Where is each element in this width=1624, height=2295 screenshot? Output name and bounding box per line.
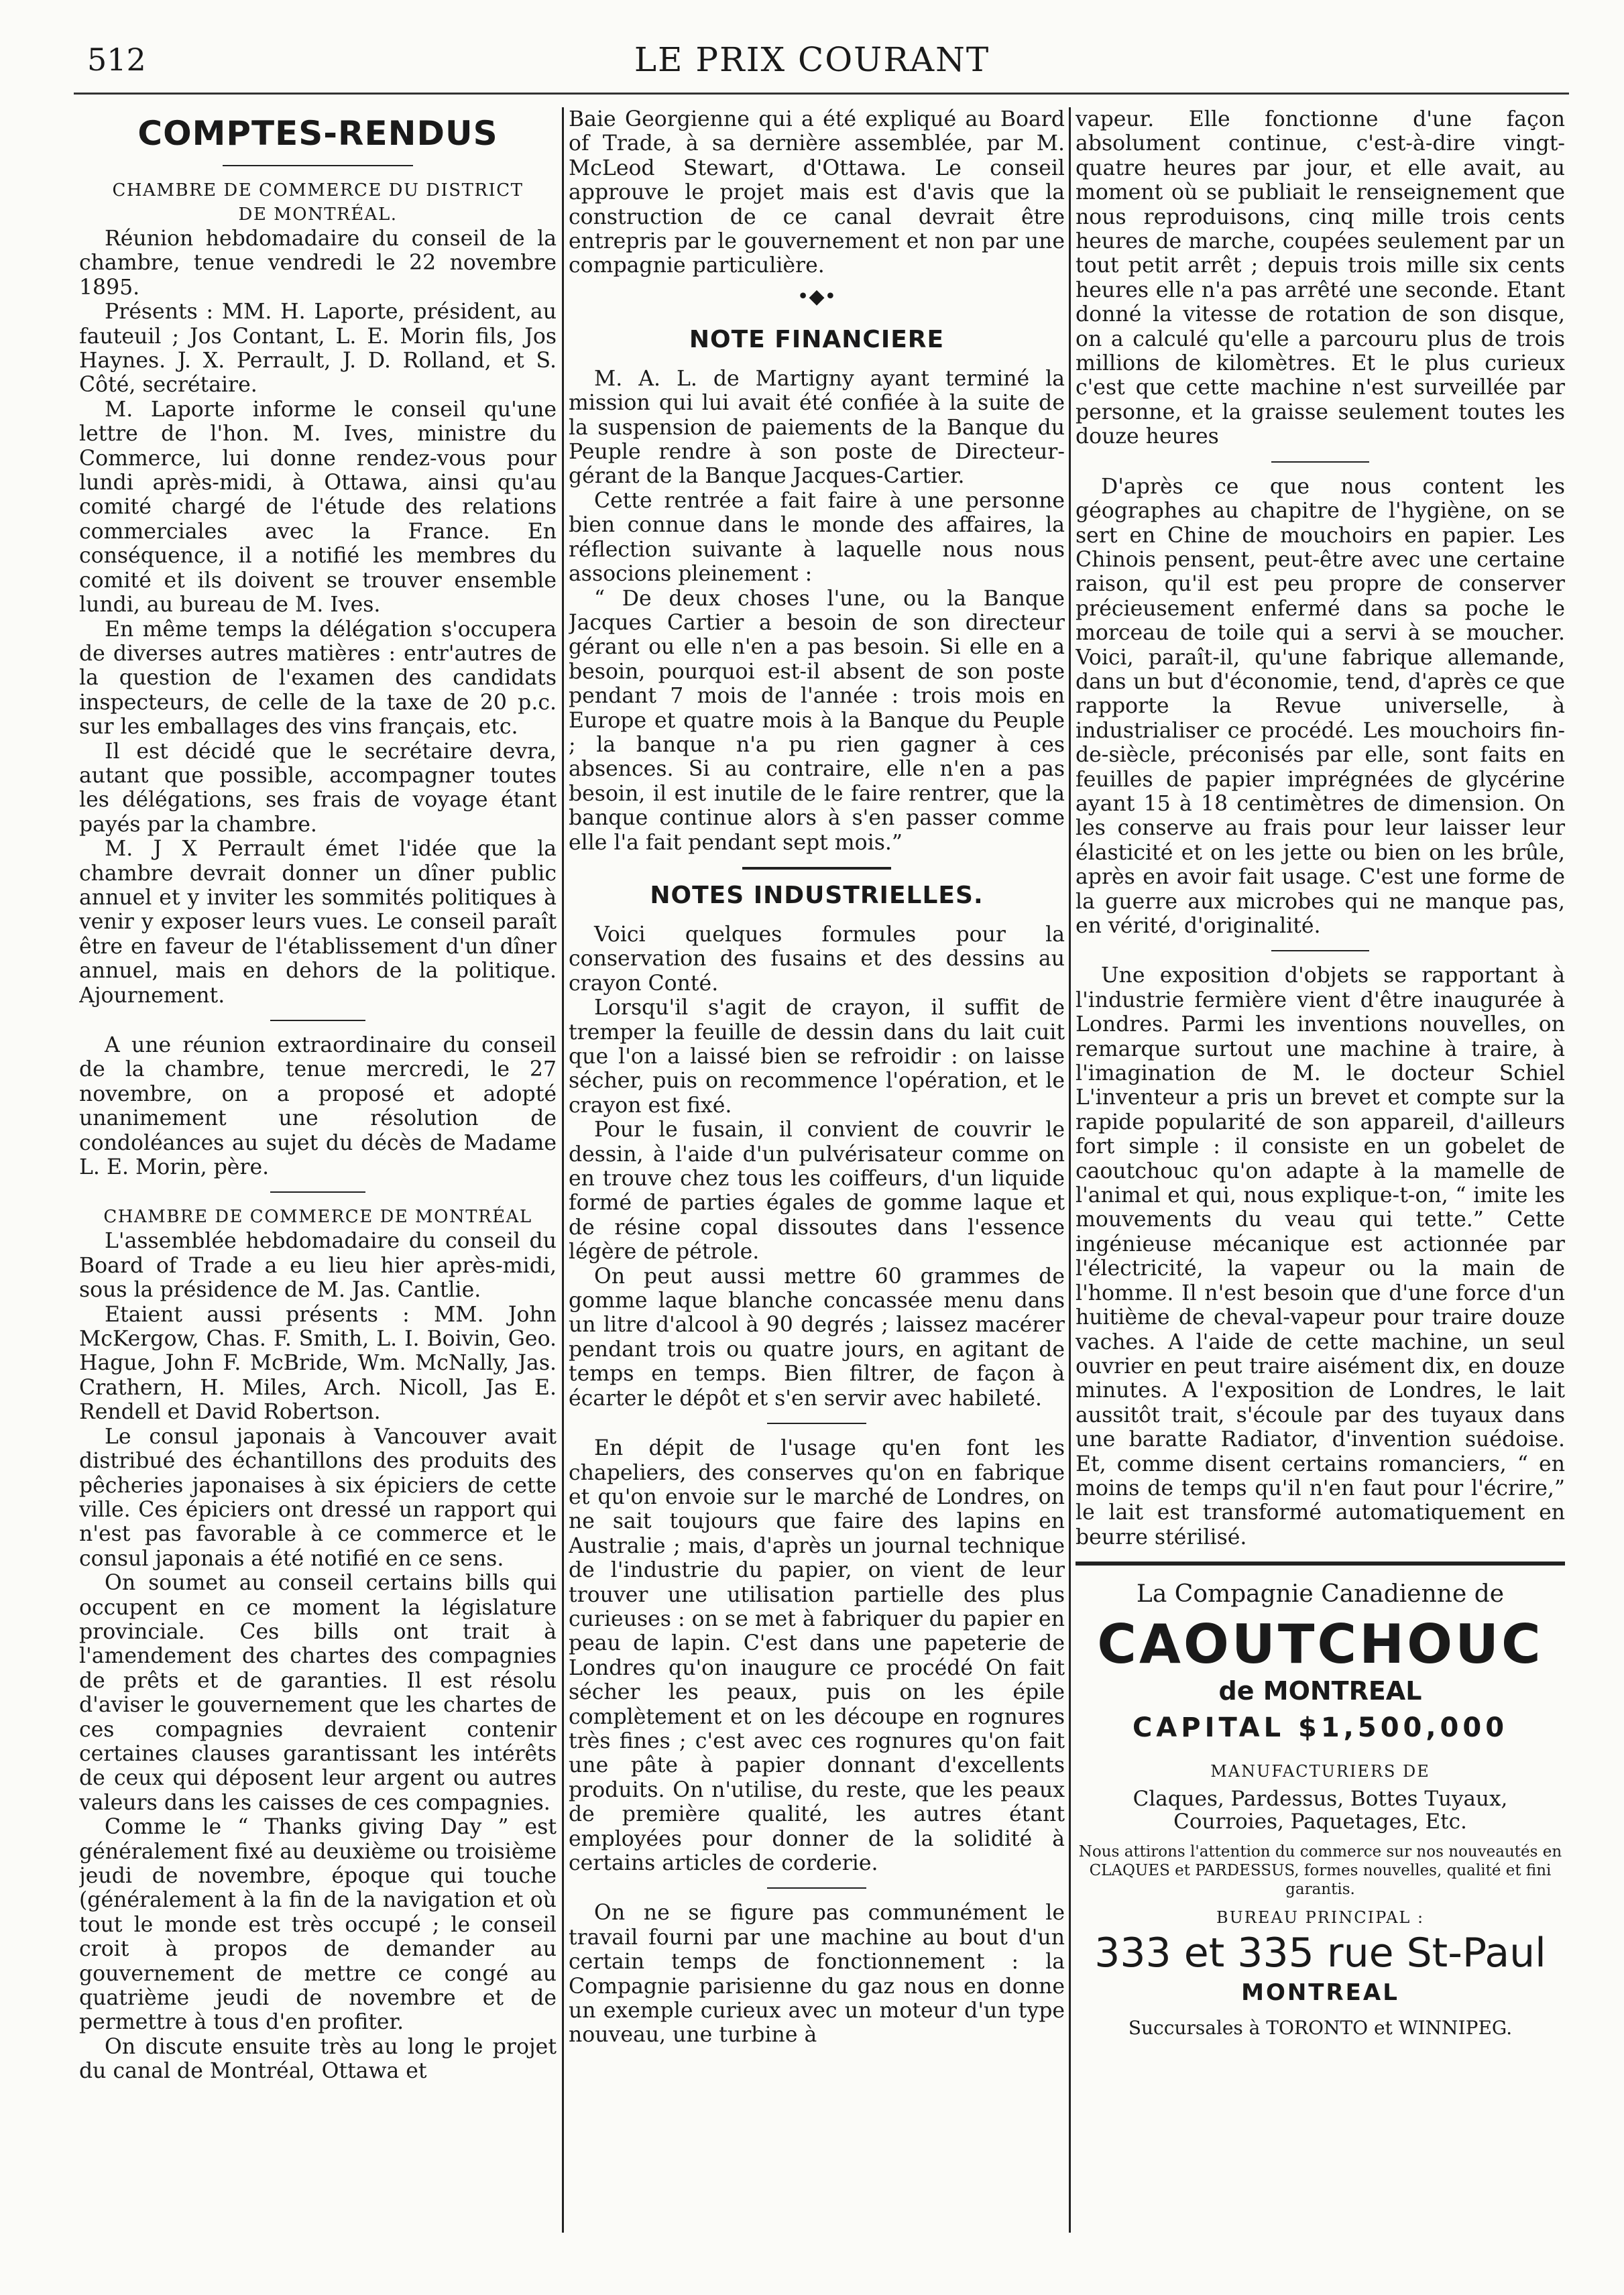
paragraph: En même temps la délégation s'occupera de diverses autres matières : entr'autres de la question de l'examen des candidats inspecteurs, de celle de la taxe de 20 p.c. sur les emballages des vins français, etc. (79, 617, 557, 740)
divider (767, 1423, 866, 1424)
ad-bureau-label: BUREAU PRINCIPAL : (1216, 1908, 1425, 1928)
paragraph: On discute ensuite très au long le projet du canal de Montréal, Ottawa et (79, 2034, 557, 2084)
divider (270, 1191, 365, 1193)
ad-manufacturers: MANUFACTURIERS DE (1210, 1762, 1430, 1781)
column-1 (79, 107, 557, 2239)
paragraph: M. A. L. de Martigny ayant terminé la mission qui lui avait été confiée à la suite de la suspension de paiements de la Banque du Peuple rendre à son poste de Directeur-gérant de la Banque Jacques-Cartier. (569, 366, 1065, 489)
paragraph: Présents : MM. H. Laporte, président, au fauteuil ; Jos Contant, L. E. Morin fils, Jos Haynes. J. X. Perrault, J. D. Rolland, et S. Côté, secrétaire. (79, 300, 557, 398)
ad-branches: Succursales à TORONTO et WINNIPEG. (1128, 2017, 1513, 2040)
paragraph: On ne se figure pas communément le travail fourni par une machine au bout d'un certain temps de fonctionnement : la Compagnie parisienne du gaz nous en donne un exemple curieux avec un moteur d'un type nouveau, une turbine à (569, 1901, 1065, 2048)
paragraph: “ De deux choses l'une, ou la Banque Jacques Cartier a besoin de son directeur gérant ou elle n'en a pas besoin. Si elle en a besoin, pourquoi est-il absent de son poste pendant 7 mois de l'année : trois mois en Europe et quatre mois à la Banque du Peuple ; la banque n'a pu rien gagner à ces absences. Si au contraire, elle n'en a pas besoin, il est inutile de le faire rentrer, que la banque continue alors à s'en passer comme elle l'a fait pendant sept mois.” (569, 586, 1065, 855)
ad-capital: CAPITAL $1,500,000 (1132, 1712, 1509, 1744)
paragraph: Etaient aussi présents : MM. John McKergow, Chas. F. Smith, L. I. Boivin, Geo. Hague, John F. McBride, Wm. McNally, Jas. Crathern, H. Miles, Arch. Nicoll, Jas E. Rendell et David Robertson. (79, 1302, 557, 1425)
ad-brand: CAOUTCHOUC (1097, 1613, 1544, 1676)
paragraph: M. J X Perrault émet l'idée que la chambre devrait donner un dîner public annuel et y inviter les sommités politiques à venir y exposer leurs vues. Le conseil paraît être en faveur de l'établissement d'un dîner annuel, mais en dehors de la politique. Ajournement. (79, 837, 557, 1008)
paragraph: Une exposition d'objets se rapportant à l'industrie fermière vient d'être inaugurée à Londres. Parmi les inventions nouvelles, on remarque surtout une machine à traire, à l'imagination de M. le docteur Schiel L'inventeur a pris un brevet et compte sur la rapide popularité de son appareil, d'ailleurs fort simple : il consiste en un gobelet de caoutchouc qu'on adapte à la mamelle de l'animal et qui, nous explique-t-on, “ imite les mouvements du veau qui tette.” Cette ingénieuse mécanique est actionnée par l'électricité, la vapeur ou la main de l'homme. Il n'est besoin que d'une force d'un huitième de cheval-vapeur pour traire douze vaches. A l'aide de cette machine, un seul ouvrier en peut traire aisément dix, en douze minutes. A l'exposition de Londres, le lait aussitôt trait, s'écoule par des tuyaux dans une baratte Radiator, d'invention suédoise. Et, comme disent certains romanciers, “ en moins de temps qu'il n'en faut pour l'écrire,” le lait est transformé automatiquement en beurre stérilisé. (1076, 963, 1565, 1549)
advertisement-rule (1076, 1562, 1565, 1566)
column-2 (569, 107, 1065, 2239)
paragraph: On soumet au conseil certains bills qui occupent en ce moment la législature provinciale. Ces bills ont trait à l'amendement des chartes des compagnies de prêts et de garanties. Il est résolu d'aviser le gouvernement que les chartes de ces compagnies devraient contenir certaines clauses garantissant les intérêts de ceux qui déposent leur argent ou autres valeurs dans les caisses de ces compagnies. (79, 1571, 557, 1815)
paragraph: M. Laporte informe le conseil qu'une lettre de l'hon. M. Ives, ministre du Commerce, lui donne rendez-vous pour lundi après-midi, à Ottawa, ainsi qu'au comité chargé de l'étude des relations commerciales avec la France. En conséquence, il a notifié les membres du comité et ils doivent se trouver ensemble lundi, au bureau de M. Ives. (79, 397, 557, 617)
section-subtitle: CHAMBRE DE COMMERCE DE MONTRÉAL (103, 1207, 532, 1228)
divider (223, 165, 414, 166)
column-divider-1 (562, 107, 564, 2233)
ad-city: de MONTREAL (1218, 1676, 1422, 1706)
paragraph: Comme le “ Thanks giving Day ” est généralement fixé au deuxième ou troisième jeudi de novembre, époque qui touche (généralement à la fin de la navigation et où tout le monde est très occupé ; le conseil croit à propos de demander au gouvernement de mettre ce congé au quatrième jeudi de novembre et de permettre à tous d'en profiter. (79, 1815, 557, 2035)
divider (767, 1887, 866, 1889)
section-subtitle: DE MONTRÉAL. (238, 204, 398, 225)
paragraph: vapeur. Elle fonctionne d'une façon absolument continue, c'est-à-dire vingt-quatre heures par jour, et elle avait, au moment où se publiait le renseignement que nous reproduisons, cinq mille trois cents heures de marche, coupées seulement par un tout petit arrêt ; depuis trois mille six cents heures elle n'a pas arrêté une seconde. Etant donné la vitesse de rotation de son disque, on a calculé qu'elle a parcouru plus de trois millions de kilomètres. Et le plus curieux c'est que cette machine n'est surveillée par personne, et la graisse seulement toutes les douze heures (1076, 107, 1565, 449)
page-number: 512 (87, 42, 146, 78)
paragraph: D'après ce que nous content les géographes au chapitre de l'hygiène, on se sert en Chine de mouchoirs en papier. Les Chinois pensent, peut-être avec une certaine raison, qu'il est peu propre de conserver précieusement enfermé dans sa poche le morceau de toile qui a servi à se moucher. Voici, paraît-il, qu'une fabrique allemande, dans un but d'économie, tend, d'après ce que rapporte la Revue universelle, à industrialiser ce procédé. Les mouchoirs fin-de-siècle, préconisés par elle, sont faits en feuilles de papier imprégnées de glycérine ayant 15 à 18 centimètres de dimension. On les conserve au frais pour leur laisser leur élasticité et on les jette ou bien on les brûle, après en avoir fait usage. C'est une forme de la guerre aux microbes qui ne manque pas, en vérité, d'originalité. (1076, 474, 1565, 938)
paragraph: Pour le fusain, il convient de couvrir le dessin, à l'aide d'un pulvérisateur comme on en trouve chez tous les coiffeurs, d'un liquide formé de parties égales de gomme laque et de résine copal dissoutes dans l'essence légère de pétrole. (569, 1118, 1065, 1264)
header-rule (74, 93, 1569, 95)
paragraph: En dépit de l'usage qu'en font les chapeliers, des conserves qu'on en fabrique et qu'on envoie sur le marché de Londres, on ne sait toujours que faire des lapins en Australie ; mais, d'après un journal technique de l'industrie du papier, on vient de leur trouver une utilisation partielle des plus curieuses : on se met à fabriquer du papier en peau de lapin. C'est dans une papeterie de Londres qu'on inaugure ce procédé On fait sécher les peaux, puis on les épile complètement et on les découpe en rognures très fines ; c'est avec ces rognures qu'on fait une pâte à papier donnant d'excellents produits. On n'utilise, du reste, que les peaux de première qualité, les autres étant employées pour donner de la solidité à certains articles de corderie. (569, 1436, 1065, 1875)
notes-industrielles-heading: NOTES INDUSTRIELLES. (650, 881, 984, 909)
section-subtitle: CHAMBRE DE COMMERCE DU DISTRICT (112, 180, 524, 200)
paragraph: Voici quelques formules pour la conservation des fusains et des dessins au crayon Conté. (569, 922, 1065, 996)
note-financiere-heading: NOTE FINANCIERE (689, 325, 945, 353)
divider (270, 1020, 365, 1021)
divider (1271, 950, 1369, 951)
running-title: LE PRIX COURANT (634, 40, 990, 79)
ad-company-line: La Compagnie Canadienne de (1136, 1580, 1505, 1608)
paragraph: On peut aussi mettre 60 grammes de gomme laque blanche concassée menu dans un litre d'alcool à 90 degrés ; laissez macérer pendant trois ou quatre jours, en agitant de temps en temps. Bien filtrer, de façon à écarter le dépôt et s'en servir avec habileté. (569, 1264, 1065, 1411)
column-divider-2 (1069, 107, 1071, 2233)
paragraph: Lorsqu'il s'agit de crayon, il suffit de tremper la feuille de dessin dans du lait cuit que l'on a laissé bien se refroidir : on laisse sécher, puis on recommence l'opération, et le crayon est fixé. (569, 996, 1065, 1118)
ornament-separator: •◆• (797, 284, 837, 308)
caoutchouc-advertisement (1076, 1580, 1565, 2039)
paragraph: A une réunion extraordinaire du conseil de la chambre, tenue mercredi, le 27 novembre, on a proposé et adopté unanimement une résolution de condoléances au sujet du décès de Madame L. E. Morin, père. (79, 1033, 557, 1180)
ad-address: 333 et 335 rue St-Paul (1094, 1930, 1546, 1977)
divider (1271, 461, 1369, 463)
comptes-rendus-heading: COMPTES-RENDUS (137, 114, 498, 153)
paragraph: Baie Georgienne qui a été expliqué au Board of Trade, à sa dernière assemblée, par M. McLeod Stewart, d'Ottawa. Le conseil approuve le projet mais est d'avis que la construction de ce canal devrait être entrepris par le gouvernement et non par une compagnie particulière. (569, 107, 1065, 278)
paragraph: Cette rentrée a fait faire à une personne bien connue dans le monde des affaires, la réflection suivante à laquelle nous nous associons pleinement : (569, 488, 1065, 587)
ad-note: Nous attirons l'attention du commerce sur nos nouveautés en CLAQUES et PARDESSUS, formes nouvelles, qualité et fini garantis. (1078, 1843, 1562, 1899)
ad-city-bottom: MONTREAL (1241, 1979, 1399, 2007)
paragraph: Il est décidé que le secrétaire devra, autant que possible, accompagner toutes les délégations, ses frais de voyage étant payés par la chambre. (79, 739, 557, 837)
ad-products: Claques, Pardessus, Bottes Tuyaux, Courroies, Paquetages, Etc. (1133, 1787, 1508, 1834)
paragraph: Réunion hebdomadaire du conseil de la chambre, tenue vendredi le 22 novembre 1895. (79, 227, 557, 300)
paragraph: L'assemblée hebdomadaire du conseil du Board of Trade a eu lieu hier après-midi, sous la présidence de M. Jas. Cantlie. (79, 1229, 557, 1303)
paragraph: Le consul japonais à Vancouver avait distribué des échantillons des produits des pêcheries japonaises à six épiciers de cette ville. Ces épiciers ont dressé un rapport qui n'est pas favorable à ce commerce et le consul japonais a été notifié en ce sens. (79, 1424, 557, 1571)
column-3 (1076, 107, 1565, 2239)
divider (742, 867, 891, 870)
